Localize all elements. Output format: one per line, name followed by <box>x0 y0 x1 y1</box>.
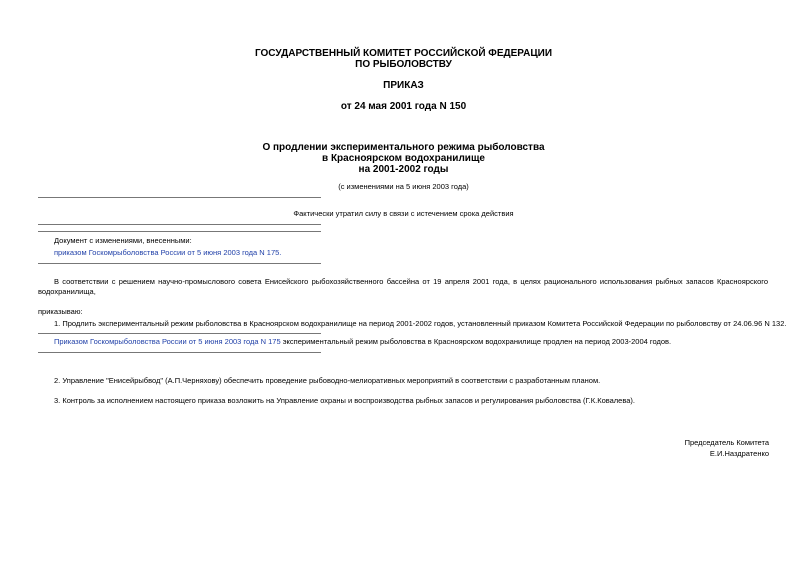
divider <box>38 333 321 334</box>
amendment-remark-link[interactable]: Приказом Госкомрыболовства России от 5 июня 2003 года N 175 <box>54 337 281 346</box>
amendment-note: (с изменениями на 5 июня 2003 года) <box>338 182 469 191</box>
title-line-3: на 2001-2002 годы <box>358 164 449 175</box>
header-line-1: ГОСУДАРСТВЕННЫЙ КОМИТЕТ РОССИЙСКОЙ ФЕДЕРАЦИИ <box>254 48 553 59</box>
order-word: приказываю: <box>38 307 83 316</box>
title-line-1: О продлении экспериментального режима рыболовства <box>262 142 545 153</box>
divider <box>38 224 321 225</box>
order-date: от 24 мая 2001 года N 150 <box>340 101 467 112</box>
signature-name: Е.И.Наздратенко <box>709 449 769 458</box>
signature-position: Председатель Комитета <box>684 438 769 447</box>
divider <box>38 352 321 353</box>
preamble-paragraph: В соответствии с решением научно-промыслового совета Енисейского рыбохозяйственного бассейна от 19 апреля 2001 года, в целях рационального использования рыбных запасов Красноярского водохранилища, <box>38 277 768 296</box>
divider <box>38 231 321 232</box>
item-3: 3. Контроль за исполнением настоящего приказа возложить на Управление охраны и воспроизводства рыбных запасов и регулирования рыболовства (Г.К.Ковалева). <box>54 396 636 405</box>
header-line-2: ПО РЫБОЛОВСТВУ <box>355 59 452 70</box>
divider <box>38 263 321 264</box>
changes-label: Документ с изменениями, внесенными: <box>54 236 192 245</box>
amendment-remark <box>54 337 671 347</box>
divider <box>38 197 321 198</box>
order-heading: ПРИКАЗ <box>383 80 424 91</box>
status-note: Фактически утратил силу в связи с истечением срока действия <box>293 209 514 218</box>
item-2: 2. Управление "Енисейрыбвод" (А.П.Черняхову) обеспечить проведение рыбоводно-мелиоративных мероприятий в соответствии с разработанным планом. <box>54 376 601 385</box>
title-line-2: в Красноярском водохранилище <box>322 153 485 164</box>
changes-link[interactable]: приказом Госкомрыболовства России от 5 июня 2003 года N 175. <box>54 248 282 257</box>
item-1: 1. Продлить экспериментальный режим рыболовства в Красноярском водохранилище на период 2001-2002 годов, установленный приказом Комитета Российской Федерации по рыболовству от 24.06.96 N 132. <box>54 319 787 328</box>
amendment-remark-text: экспериментальный режим рыболовства в Красноярском водохранилище продлен на период 2003-2004 годов. <box>280 337 672 346</box>
